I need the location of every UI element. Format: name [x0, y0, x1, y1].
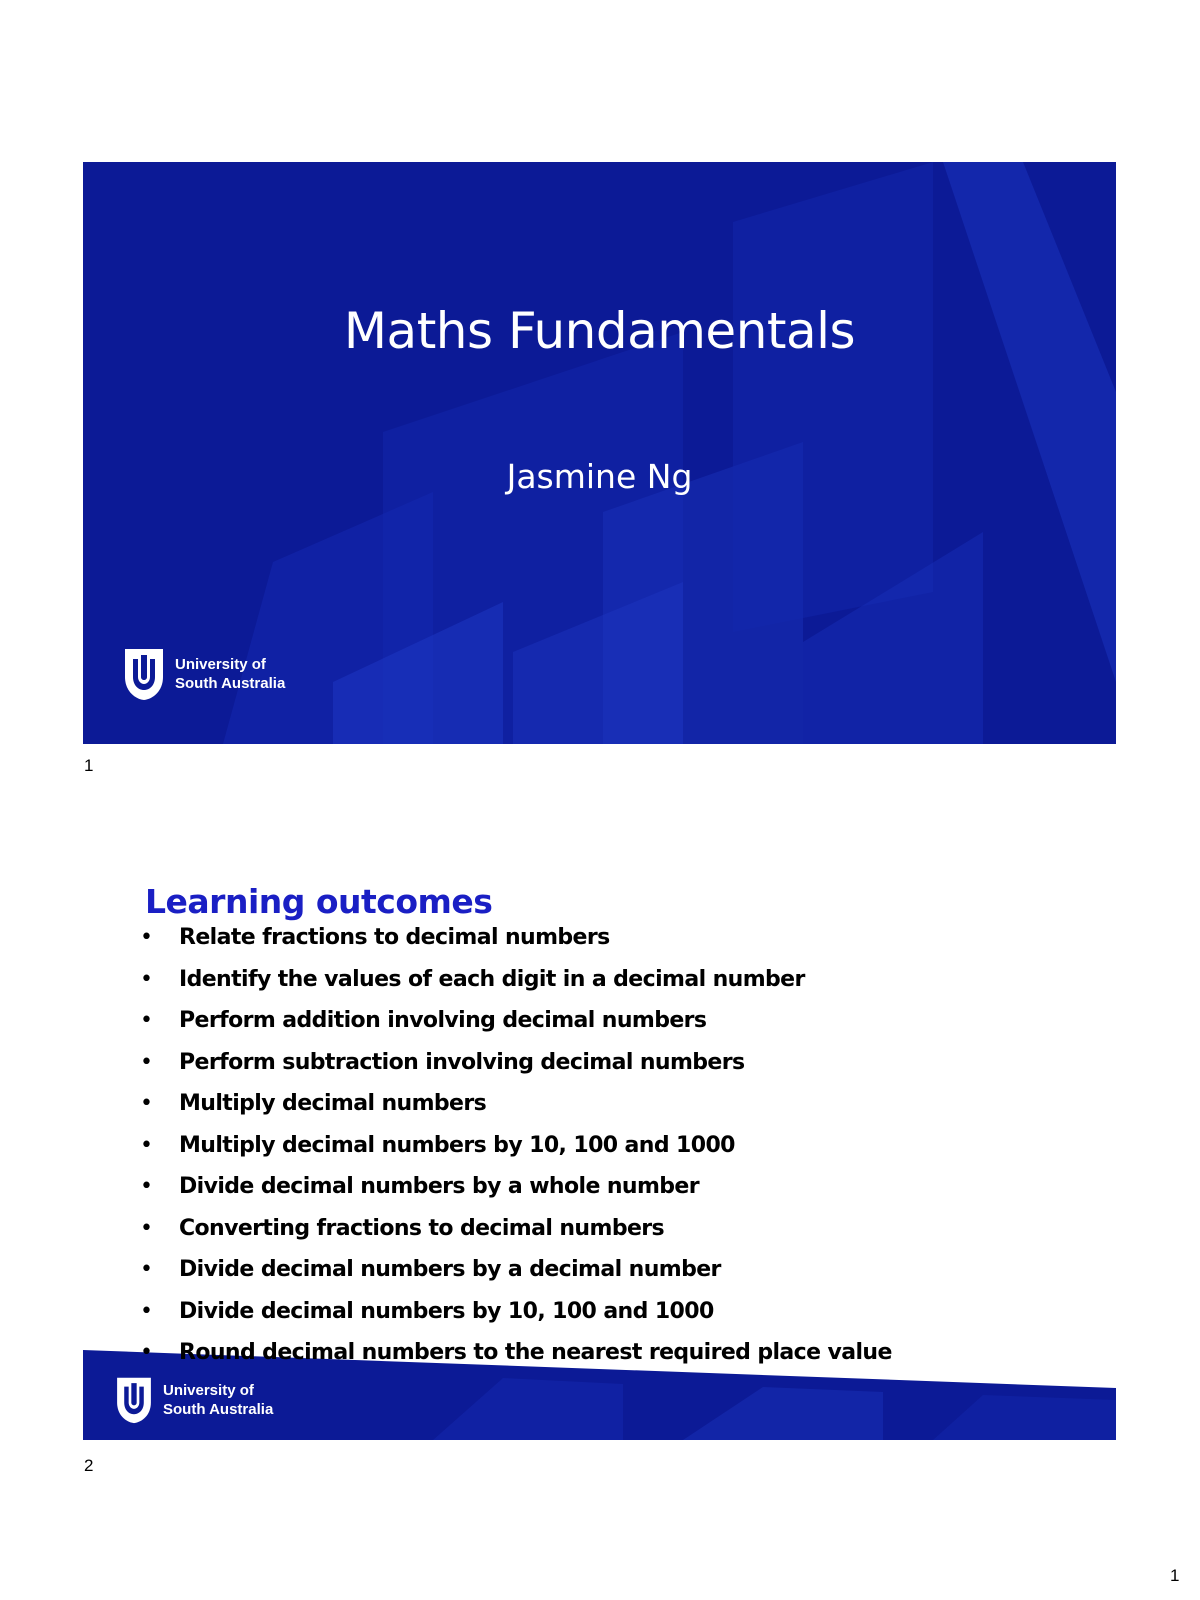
university-name-line2: South Australia — [163, 1401, 274, 1418]
bullet: • — [140, 1008, 153, 1033]
university-logo — [123, 647, 285, 701]
outcome-text: Multiply decimal numbers — [179, 1091, 487, 1116]
presenter-name: Jasmine Ng — [506, 457, 693, 496]
presentation-title: Maths Fundamentals — [343, 302, 856, 360]
title-slide — [83, 162, 1116, 744]
outcome-text: Perform subtraction involving decimal numbers — [179, 1049, 745, 1075]
outcome-text: Converting fractions to decimal numbers — [179, 1215, 665, 1241]
list-item — [140, 1174, 892, 1216]
outcome-text: Divide decimal numbers by a whole number — [179, 1174, 699, 1199]
university-name-line1: University of — [163, 1382, 254, 1399]
document-page-number: 1 — [1170, 1566, 1180, 1585]
outcome-text: Round decimal numbers to the nearest required place value — [179, 1340, 892, 1365]
slide-2-page-number: 2 — [84, 1456, 94, 1475]
list-item — [140, 1216, 892, 1258]
slide-1-page-number: 1 — [84, 756, 94, 775]
outcome-text: Divide decimal numbers by 10, 100 and 1000 — [179, 1298, 714, 1324]
bullet: • — [140, 966, 153, 992]
unisa-shield-icon — [123, 647, 165, 701]
university-name — [163, 1381, 273, 1419]
university-logo — [115, 1376, 273, 1424]
university-name-line1: University of — [175, 656, 266, 673]
outcome-text: Divide decimal numbers by a decimal number — [179, 1257, 721, 1282]
bullet: • — [140, 1215, 153, 1241]
outcome-text: Perform addition involving decimal numbers — [179, 1008, 707, 1033]
list-item — [140, 1008, 892, 1050]
bullet: • — [140, 925, 153, 950]
bullet: • — [140, 1091, 153, 1116]
bullet: • — [140, 1298, 153, 1324]
list-item — [140, 1299, 892, 1341]
outcome-text: Multiply decimal numbers by 10, 100 and 1000 — [179, 1132, 735, 1158]
outcome-text: Identify the values of each digit in a decimal number — [179, 966, 805, 992]
unisa-shield-icon — [115, 1376, 153, 1424]
bullet: • — [140, 1049, 153, 1075]
learning-outcomes-heading: Learning outcomes — [145, 882, 493, 921]
list-item — [140, 1050, 892, 1092]
list-item — [140, 1340, 892, 1382]
outcome-text: Relate fractions to decimal numbers — [179, 925, 610, 950]
bullet: • — [140, 1257, 153, 1282]
list-item — [140, 1257, 892, 1299]
list-item — [140, 925, 892, 967]
list-item — [140, 967, 892, 1009]
bullet: • — [140, 1174, 153, 1199]
list-item — [140, 1091, 892, 1133]
university-name-line2: South Australia — [175, 675, 286, 692]
bullet: • — [140, 1132, 153, 1158]
bullet: • — [140, 1340, 153, 1365]
learning-outcomes-list — [140, 925, 892, 1382]
list-item — [140, 1133, 892, 1175]
university-name — [175, 655, 285, 693]
